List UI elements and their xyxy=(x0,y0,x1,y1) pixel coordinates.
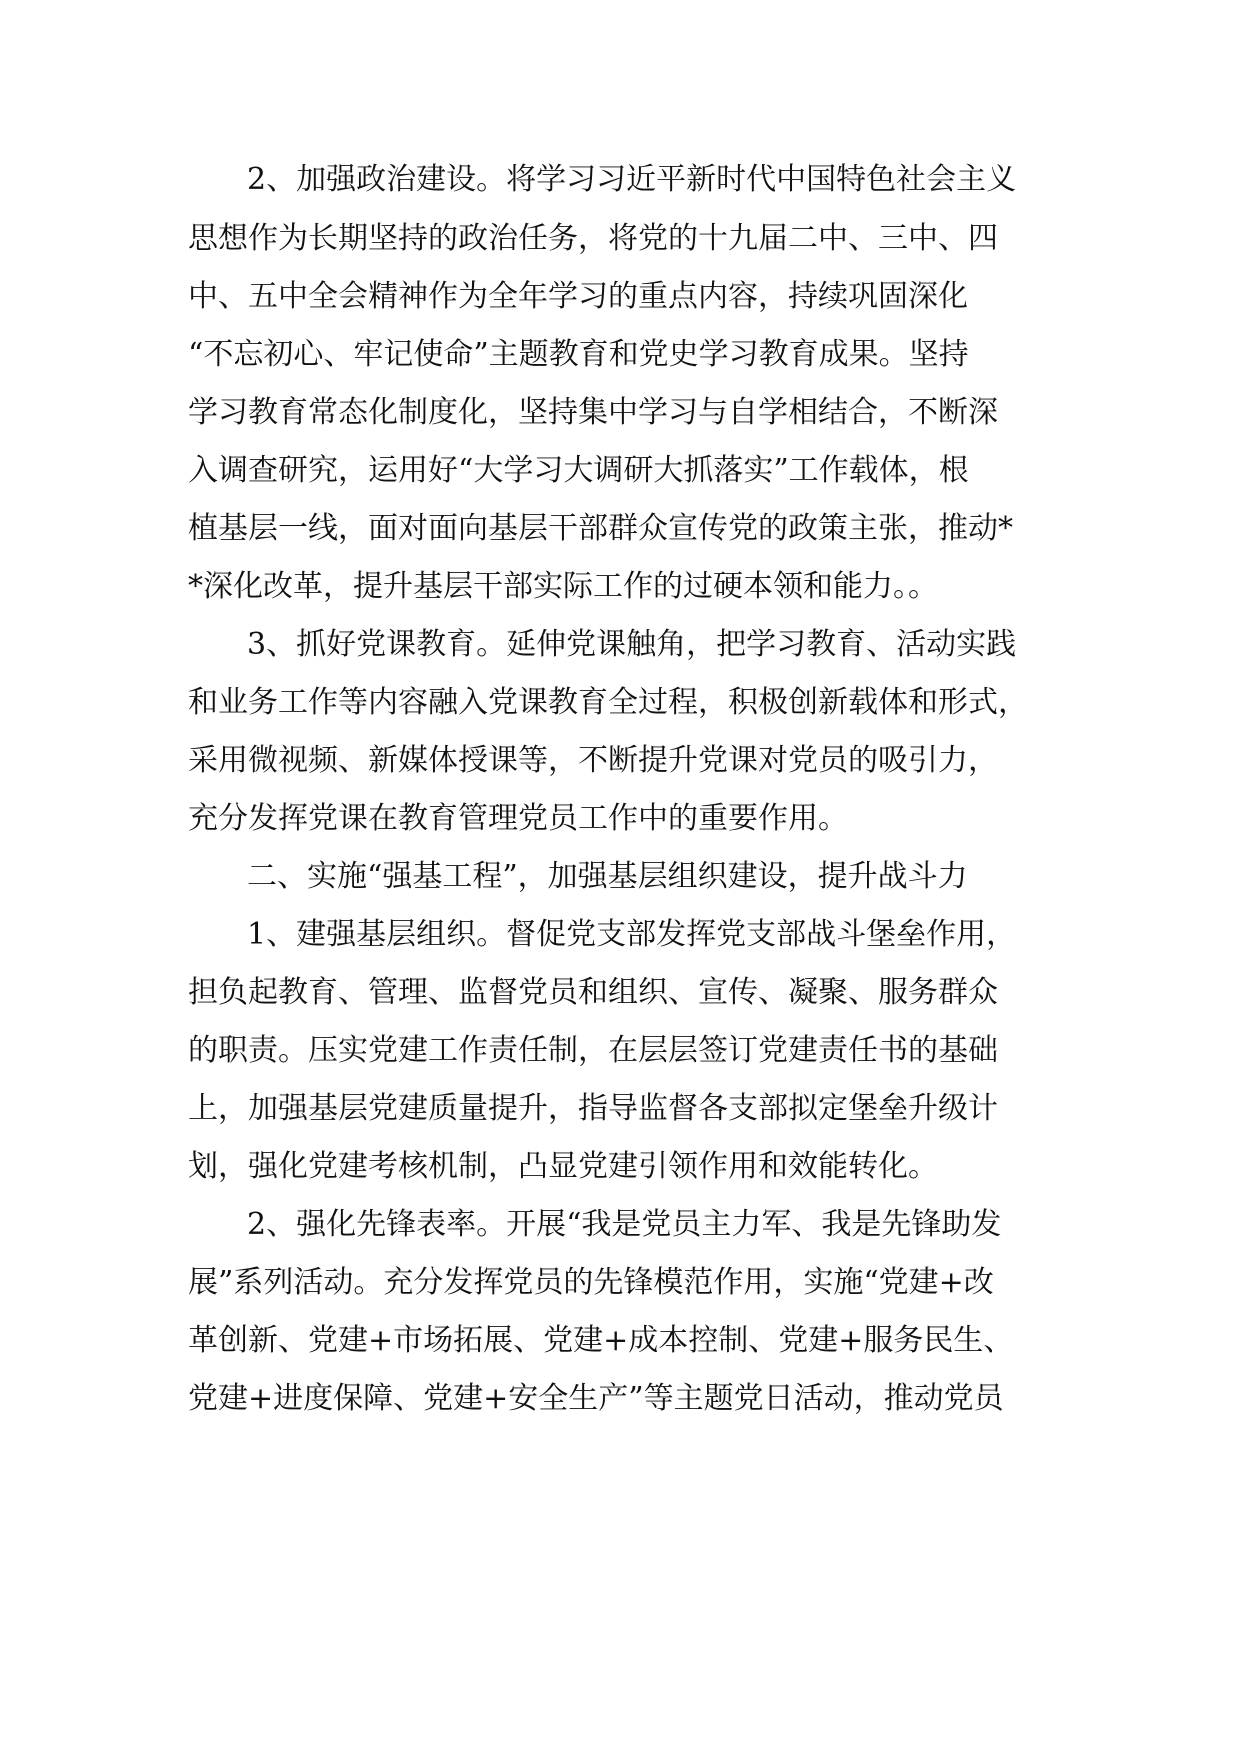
paragraph-political-building-line-3: 中、五中全会精神作为全年学习的重点内容，持续巩固深化 xyxy=(188,279,968,314)
paragraph-grassroots-line-4: 上，加强基层党建质量提升，指导监督各支部拟定堡垒升级计 xyxy=(188,1091,998,1126)
paragraph-grassroots-line-1: 1、建强基层组织。督促党支部发挥党支部战斗堡垒作用， xyxy=(247,917,1017,952)
paragraph-grassroots-line-5: 划，强化党建考核机制，凸显党建引领作用和效能转化。 xyxy=(188,1149,938,1184)
paragraph-vanguard-line-3: 革创新、党建+市场拓展、党建+成本控制、党建+服务民生、 xyxy=(188,1323,1014,1358)
paragraph-party-lecture-line-1: 3、抓好党课教育。延伸党课触角，把学习教育、活动实践 xyxy=(247,627,1017,662)
paragraph-grassroots-line-2: 担负起教育、管理、监督党员和组织、宣传、凝聚、服务群众 xyxy=(188,975,998,1010)
paragraph-political-building-line-8: *深化改革，提升基层干部实际工作的过硬本领和能力。。 xyxy=(188,569,938,604)
paragraph-vanguard-line-1: 2、强化先锋表率。开展“我是党员主力军、我是先锋助发 xyxy=(247,1207,1002,1242)
paragraph-grassroots-line-3: 的职责。压实党建工作责任制，在层层签订党建责任书的基础 xyxy=(188,1033,998,1068)
paragraph-vanguard-line-4: 党建+进度保障、党建+安全生产”等主题党日活动，推动党员 xyxy=(188,1381,1004,1416)
paragraph-political-building-line-7: 植基层一线，面对面向基层干部群众宣传党的政策主张，推动* xyxy=(188,511,1013,546)
paragraph-party-lecture-line-2: 和业务工作等内容融入党课教育全过程，积极创新载体和形式， xyxy=(188,685,1028,720)
paragraph-vanguard-line-2: 展”系列活动。充分发挥党员的先锋模范作用，实施“党建+改 xyxy=(188,1265,994,1300)
section-heading: 二、实施“强基工程”，加强基层组织建设，提升战斗力 xyxy=(247,859,968,894)
paragraph-political-building-line-4: “不忘初心、牢记使命”主题教育和党史学习教育成果。坚持 xyxy=(188,337,969,372)
paragraph-political-building-line-2: 思想作为长期坚持的政治任务，将党的十九届二中、三中、四 xyxy=(188,221,998,256)
paragraph-party-lecture-line-4: 充分发挥党课在教育管理党员工作中的重要作用。 xyxy=(188,801,848,836)
paragraph-political-building-line-1: 2、加强政治建设。将学习习近平新时代中国特色社会主义 xyxy=(247,162,1017,197)
paragraph-party-lecture-line-3: 采用微视频、新媒体授课等，不断提升党课对党员的吸引力， xyxy=(188,743,998,778)
paragraph-political-building-line-6: 入调查研究，运用好“大学习大调研大抓落实”工作载体，根 xyxy=(188,453,969,488)
paragraph-political-building-line-5: 学习教育常态化制度化，坚持集中学习与自学相结合，不断深 xyxy=(188,395,998,430)
